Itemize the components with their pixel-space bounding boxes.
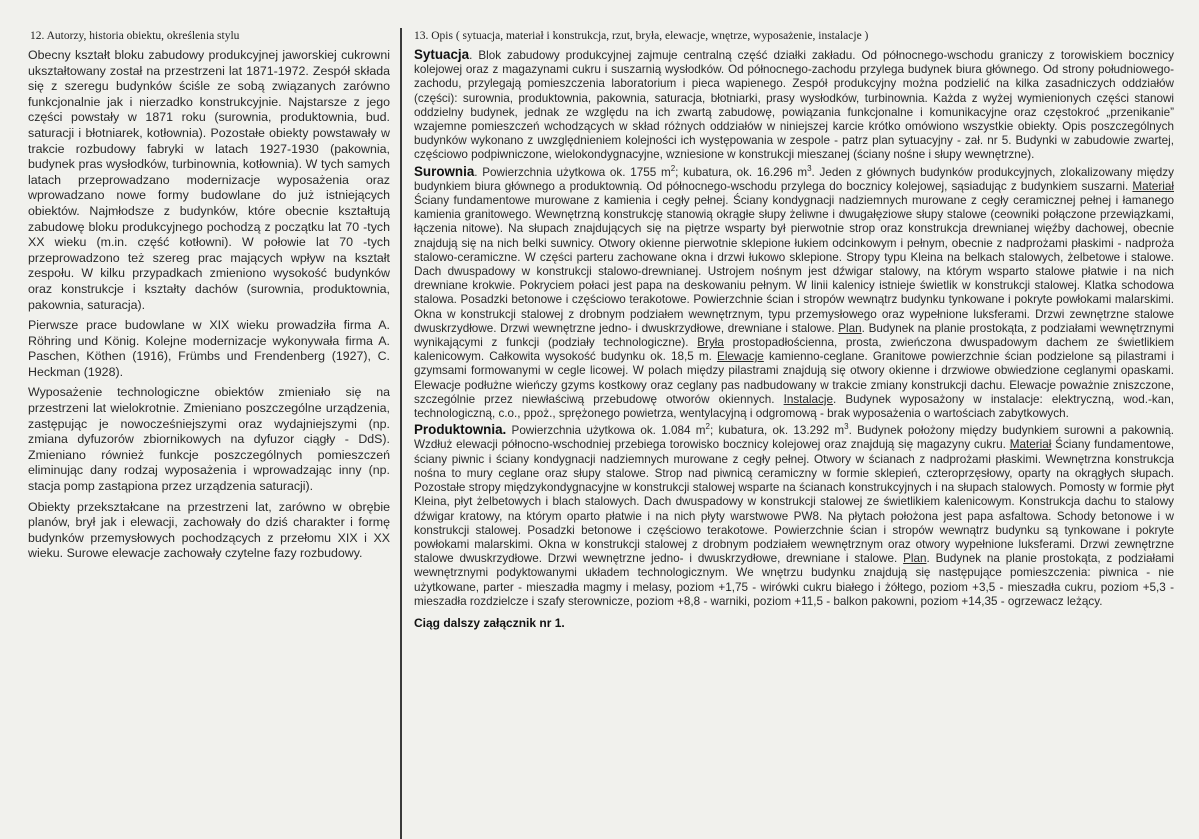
column-divider [400,28,402,839]
surownia-elewacje-text: kamienno-ceglane. Granitowe powierzchnie ścian podzielone są pilastrami i gzymsami formowanymi w cegle licowej. W polach między pilastrami znajdują się otwory okienne i drzwiowe obwiedzione ceglanymi opaskami. Elewacje podłużne wieńczy gzyms kostkowy oraz ceglany pas nadbudowany w trakcie zmiany konstrukcji dachu. Elewacje poważnie zniszczone, szczególnie przez niewłaściwą przebudowę otworów okiennych. [414,350,1174,406]
produktownia-plan-text: . Budynek na planie prostokąta, z podziałami wewnętrznymi podyktowanymi układem technologicznym. We wnętrzu budynku znajdują się następujące pomieszczenia: piwnica - nie użytkowane, parter - mieszadła magmy i melasy, poziom +1,75 - wirówki cukru białego i żółtego, poziom +3,5 - mieszadła cukru, poziom +5,3 - mieszadła rozdzielcze i szafy sterownicze, poziom +8,8 - warniki, poziom +11,5 - balkon pakowni, poziom +14,35 - ogrzewacz leżący. [414,552,1174,608]
sytuacja-title: Sytuacja [414,47,470,62]
left-column [28,30,390,830]
produktownia-title: Produktownia. [414,422,507,438]
section-13-heading: 13. Opis ( sytuacja, materiał i konstrukcja, rzut, bryła, elewacje, wnętrze, wyposażenie, instalacje ) [414,30,869,42]
produktownia-sup-1: 2 [705,422,710,432]
surownia-intro-b: ; kubatura, ok. 16.296 m [675,165,808,179]
surownia-title: Surownia [414,163,475,179]
produktownia-paragraph [414,423,1174,609]
surownia-material-text: Ściany fundamentowe murowane z kamienia i cegły pełnej. Ściany kondygnacji nadziemnych murowane z cegły ceramicznej pełnej i łamanego kamienia granitowego. Wewnętrzną konstrukcję stanowią okrągłe słupy żeliwne i dwugałęziowe słupy stalowe (ceowniki połączone przewiązkami, łączenia nitowe). Na słupach znajdujących się na piętrze wsparty był pierwotnie strop oraz konstrukcja drewnianej więźby dachowej, obecnie znajdują się na nich belki suwnicy. Otwory okienne pierwotnie sklepione łukiem odcinkowym i pełnym, obecnie z nadprożami płaskimi - nadproża stalowo-ceramiczne. W części parteru zachowane okna i drzwi łukowo sklepione. Stropy typu Kleina na belkach stalowych, żelbetowe i stalowe. Dach dwuspadowy w konstrukcji stalowo-drewnianej. Ustrojem nośnym jest dźwigar stalowy, na którym wsparto stalowe płatwie i na nich drewniane krokwie. Pokryciem połaci jest papa na deskowaniu pełnym. W linii kalenicy istnieje świetlik w konstrukcji stalowej. Klatka schodowa stalowa. Posadzki betonowe i częściowo terakotowe. Powierzchnie ścian i stropów wewnątrz budynku tynkowane i pokryte powłokami malarskimi. Okna w konstrukcji stalowej z drobnym podziałem wewnętrznym, typu przemysłowego oraz wypełnione luksferami. Drzwi zewnętrzne stalowe dwuskrzydłowe. Drzwi wewnętrzne jedno- i dwuskrzydłowe, drewniane i stalowe. [414,194,1174,335]
surownia-bryla-text: prostopadłościenna, prosta, zwieńczona dwuspadowym dachem ze świetlikiem kalenicowym. Całkowita wysokość budynku ok. 18,5 m. [414,336,1174,364]
history-paragraph-1: Obecny kształt bloku zabudowy produkcyjnej jaworskiej cukrowni ukształtowany został na przestrzeni lat 1871-1972. Zespół składa się z szeregu budynków ściśle ze sobą związanych zarówno funkcjonalnie jak i nierzadko konstrukcyjnie. Najstarsze z jego części powstały w 1871 roku (surownia, produktownia, bud. saturacji i błotniarek, kotłownia). Pozostałe obiekty powstawały w trakcie rozbudowy fabryki w latach 1927-1930 (pakownia, budynek pras wysłodków, turbinownia, kotłownia). W tych samych latach przeprowadzano modernizacje wyposażenia oraz wprowadzano nowe formy budowlane do już istniejących obiektów. Najmłodsze z budynków, które obecnie kształtują zabudowę bloku produkcyjnego pochodzą z początku lat 70 -tych XX wieku (m.in. część kotłowni). W połowie lat 70 -tych przeprowadzono też szereg prac mających wpływ na kształt zespołu. W kilku przypadkach zmieniono wysokość budynków oraz konstrukcje i kształty dachów (surownia, produktownia, pakownia, saturacja). [28,48,390,312]
surownia-instalacje-text: . Budynek wyposażony w instalacje: elektryczną, wod.-kan, technologiczną, c.o., ppoż., sprężonego powietrza, wentylacyjną i odgromową - brak wyposażenia o wartościach zabytkowych. [414,392,1174,421]
produktownia-material-text: Ściany fundamentowe, ściany piwnic i ściany kondygnacji nadziemnych murowane z cegły pełnej. Otwory w ścianach z nadprożami płaskimi. Wewnętrzna konstrukcja nośna to mury ceglane oraz słupy stalowe. Strop nad piwnicą ceramiczny w formie sklepień, czteroprzęsłowy, oparty na okrągłych słupach. Pozostałe stropy międzykondygnacyjne w konstrukcji stalowej wsparte na ścianach konstrukcyjnych i na słupach stalowych. Pomosty w formie płyt Kleina, płyt żelbetowych i blach stalowych. Dach dwuspadowy w konstrukcji stalowej ze świetlikiem kalenicowym. Konstrukcja dachu to stalowy dźwigar kratowy, na którym oparto płatwie i na nich płyty warstwowe PW8. Na płytach położona jest papa asfaltowa. Schody betonowe i w konstrukcji stalowej. Posadzki betonowe i częściowo terakotowe. Powierzchnie ścian i stropów wewnątrz budynku są tynkowane i pokryte powłokami malarskimi. Okna w konstrukcji stalowej z drobnym podziałem wewnętrznym oraz otwory wypełnione luksferami. Drzwi zewnętrzne stalowe dwuskrzydłowe. Drzwi wewnętrzne jedno- i dwuskrzydłowe, drewniane i stalowe. [414,438,1174,566]
history-paragraph-4: Obiekty przekształcane na przestrzeni lat, zarówno w obrębie planów, brył jak i elewacji, zachowały do dziś charakter i formę budynków przemysłowych pochodzących z przełomu XIX i XX wieku. Surowe elewacje zachowały czytelne fazy rozbudowy. [28,499,390,561]
surownia-sup-1: 2 [670,163,676,173]
sytuacja-paragraph [414,48,1174,163]
continuation-note: Ciąg dalszy załącznik nr 1. [414,615,565,630]
surownia-instalacje-label: Instalacje [783,392,833,406]
surownia-plan-label: Plan [838,321,862,335]
section-12-heading: 12. Autorzy, historia obiektu, określenia stylu [30,30,240,42]
surownia-elewacje-label: Elewacje [717,350,764,364]
produktownia-sup-2: 3 [844,422,849,432]
produktownia-material-label: Materiał [1009,438,1052,452]
history-paragraph-2: Pierwsze prace budowlane w XIX wieku prowadziła firma A. Röhring und König. Kolejne modernizacje wykonywała firma A. Paschen, Köthen (1916), Frümbs und Frendenberg (1927), C. Heckman (1928). [28,318,390,379]
surownia-bryla-label: Bryła [697,336,724,350]
surownia-sup-2: 3 [807,163,812,173]
surownia-plan-text: . Budynek na planie prostokąta, z podziałami wewnętrznymi wynikającymi z funkcji (podziały technologiczne). [414,321,1174,350]
produktownia-intro-b: ; kubatura, ok. 13.292 m [709,424,845,438]
history-paragraph-3: Wyposażenie technologiczne obiektów zmieniało się na przestrzeni lat wielokrotnie. Zmieniano poszczególne urządzenia, zastępując je nowocześniejszymi oraz wydajniejszymi (np. zmiana dyfuzorów zbiornikowych na dyfuzor ciągły - DdS). Zmieniano również funkcje poszczególnych pomieszczeń eliminując dany rodzaj wyposażenia i wprowadzając inny (np. stacja pomp zastąpiona przez urządzenia saturacji). [28,385,390,494]
produktownia-intro-c: . Budynek położony między budynkiem surowni a pakownią. Wzdłuż elewacji północno-wschodniej przebiega torowisko bocznicy kolejowej oraz znajdują się magazyny cukru. [414,424,1174,452]
sytuacja-text: . Blok zabudowy produkcyjnej zajmuje centralną część działki zakładu. Od północnego-wschodu graniczy z torowiskiem bocznicy kolejowej oraz z magazynami cukru i suszarnią wysłodków. Od północnego-zachodu przylega budynek biura głównego. Od strony południowego-zachodu, przylegają pomieszczenia laboratorium i pieca wapienego. Zespół produkcyjny można podzielić na kilka zasadniczych oddziałów (części): surownia, produktownia, pakownia, saturacja, błotniarki, prasy wysłodków, turbinownia. Każda z wyżej wymienionych części stanowi oddzielny budynek, jednak ze względu na ich zwartą zabudowę, powiązania funkcjonalne i komunikacyjne oraz częstokroć „przenikanie” wzajemne pomieszczeń wchodzących w skład różnych oddziałów w niniejszej karcie krótko omówiono wszystkie obiekty. Opis poszczególnych budynków wykonano z uwzględnieniem kolejności ich występowania w zespole - patrz plan sytuacyjny - zał. nr 5. Budynki w zabudowie zwartej, częściowo podpiwniczone, wielokondygnacyjne, wzniesione w konstrukcji mieszanej (ściany nośne i słupy wewnętrzne). [414,49,1174,162]
surownia-material-label: Materiał [1132,179,1174,193]
produktownia-plan-label: Plan [903,552,927,566]
produktownia-intro-a: Powierzchnia użytkowa ok. 1.084 m [506,424,706,438]
surownia-intro-c: . Jeden z głównych budynków produkcyjnych, zlokalizowany między budynkiem biura głównego a produktownią. Od północnego-wschodu przylega do bocznicy kolejowej, sąsiadując z budynkiem suszarni. [414,165,1174,193]
surownia-intro-a: . Powierzchnia użytkowa ok. 1755 m [474,165,671,179]
surownia-paragraph [414,165,1174,422]
right-column [414,30,1174,830]
